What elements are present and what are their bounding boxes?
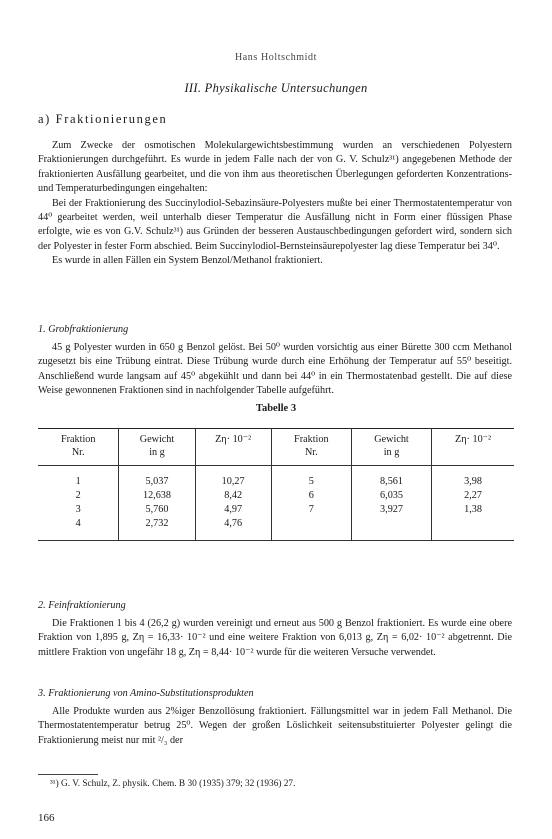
header-fraktion: Fraktion Nr.	[271, 429, 351, 466]
feinfraktionierung-text	[38, 617, 512, 660]
header-z-eta: Zη· 10⁻²	[432, 429, 514, 466]
table-row: 4 2,732 4,76	[38, 517, 514, 541]
paragraph: Alle Produkte wurden aus 2%iger Benzollösung fraktioniert. Fällungsmittel war in jedem Fall Methanol. Die Thermostatentemperatur betrug 25⁰. Wegen der großen Löslichkeit seitensubstituierter Polyester gelingt die Fraktionierung meist nur mit ²/₃ der	[38, 706, 512, 746]
paragraph: 45 g Polyester wurden in 650 g Benzol gelöst. Bei 50⁰ wurden vorsichtig aus einer Bürette 300 ccm Methanol zugesetzt bis eine Trübung eintrat. Diese Trübung wurde durch eine Erhöhung der Temperatur auf 55⁰ beseitigt. Anschließend wurde langsam auf 45⁰ abgekühlt und dann bei 44⁰ in ein Thermostatenbad gestellt. Die auf diese Weise gewonnenen Fraktionen sind in nachfolgender Tabelle aufgeführt.	[38, 342, 512, 397]
intro-text	[38, 139, 512, 269]
page-number: 166	[38, 812, 55, 824]
intro-paragraph: Es wurde in allen Fällen ein System Benzol/Methanol fraktioniert.	[52, 255, 323, 267]
header-gewicht: Gewicht in g	[119, 429, 195, 466]
intro-paragraph: Bei der Fraktionierung des Succinylodiol-Sebazinsäure-Polyesters mußte bei einer Thermostatentemperatur von 44⁰ gearbeitet werden, weil unterhalb dieser Temperatur die Ausfällung nicht in Form einer flüssigen Phase erfolgte, wie es von G.V. Schulz³¹) aus Gründen der besseren Austauschbedingungen gefordert wird, sondern sich der Polyester in fester Form abschied. Beim Succinylodiol-Bernsteinsäurepolyester lag diese Temperatur bei 34⁰.	[38, 197, 512, 252]
running-head: Hans Holtschmidt	[234, 52, 318, 63]
grobfraktionierung-text	[38, 341, 512, 399]
fraction-table	[38, 428, 514, 541]
header-z-eta: Zη· 10⁻²	[195, 429, 271, 466]
section-title: III. Physikalische Untersuchungen	[184, 81, 368, 95]
subheading-feinfraktionierung: 2. Feinfraktionierung	[38, 600, 126, 611]
subheading-grobfraktionierung: 1. Grobfraktionierung	[38, 324, 129, 335]
table-row: 2 12,638 8,42 6 6,035 2,27	[38, 489, 514, 503]
footnote: ³¹) G. V. Schulz, Z. physik. Chem. B 30 (1935) 379; 32 (1936) 27.	[50, 779, 296, 789]
table-caption: Tabelle 3	[255, 403, 297, 414]
intro-paragraph: Zum Zwecke der osmotischen Molekulargewichtsbestimmung wurden an verschiedenen Polyestern Fraktionierungen durchgeführt. Es wurde in jedem Falle nach der von G. V. Schulz³¹) angegebenen Methode der fraktionierten Ausfällung gearbeitet, und die von ihm aus theoretischen Überlegungen geforderten Konzentrations- und Temperaturbedingungen eingehalten:	[38, 140, 512, 195]
paragraph: Die Fraktionen 1 bis 4 (26,2 g) wurden vereinigt und erneut aus 500 g Benzol fraktioniert. Es wurde eine obere Fraktion von 1,895 g, Zη = 16,33· 10⁻² und eine weitere Fraktion von 6,013 g, Zη = 6,02· 10⁻² abgetrennt. Die mittlere Fraktion von ungefähr 18 g, Zη = 8,44· 10⁻² wurde für die weiteren Versuche verwendet.	[38, 618, 512, 658]
subheading-amino-fraktionierung: 3. Fraktionierung von Amino-Substitutionsprodukten	[38, 688, 254, 699]
table-row: 1 5,037 10,27 5 8,561 3,98	[38, 466, 514, 490]
header-gewicht: Gewicht in g	[351, 429, 431, 466]
subsection-heading: a) Fraktionierungen	[38, 112, 168, 126]
table-row: 3 5,760 4,97 7 3,927 1,38	[38, 503, 514, 517]
header-fraktion: Fraktion Nr.	[38, 429, 119, 466]
footnote-rule	[38, 774, 98, 775]
table-header-row	[38, 429, 514, 466]
amino-fraktionierung-text	[38, 705, 512, 748]
